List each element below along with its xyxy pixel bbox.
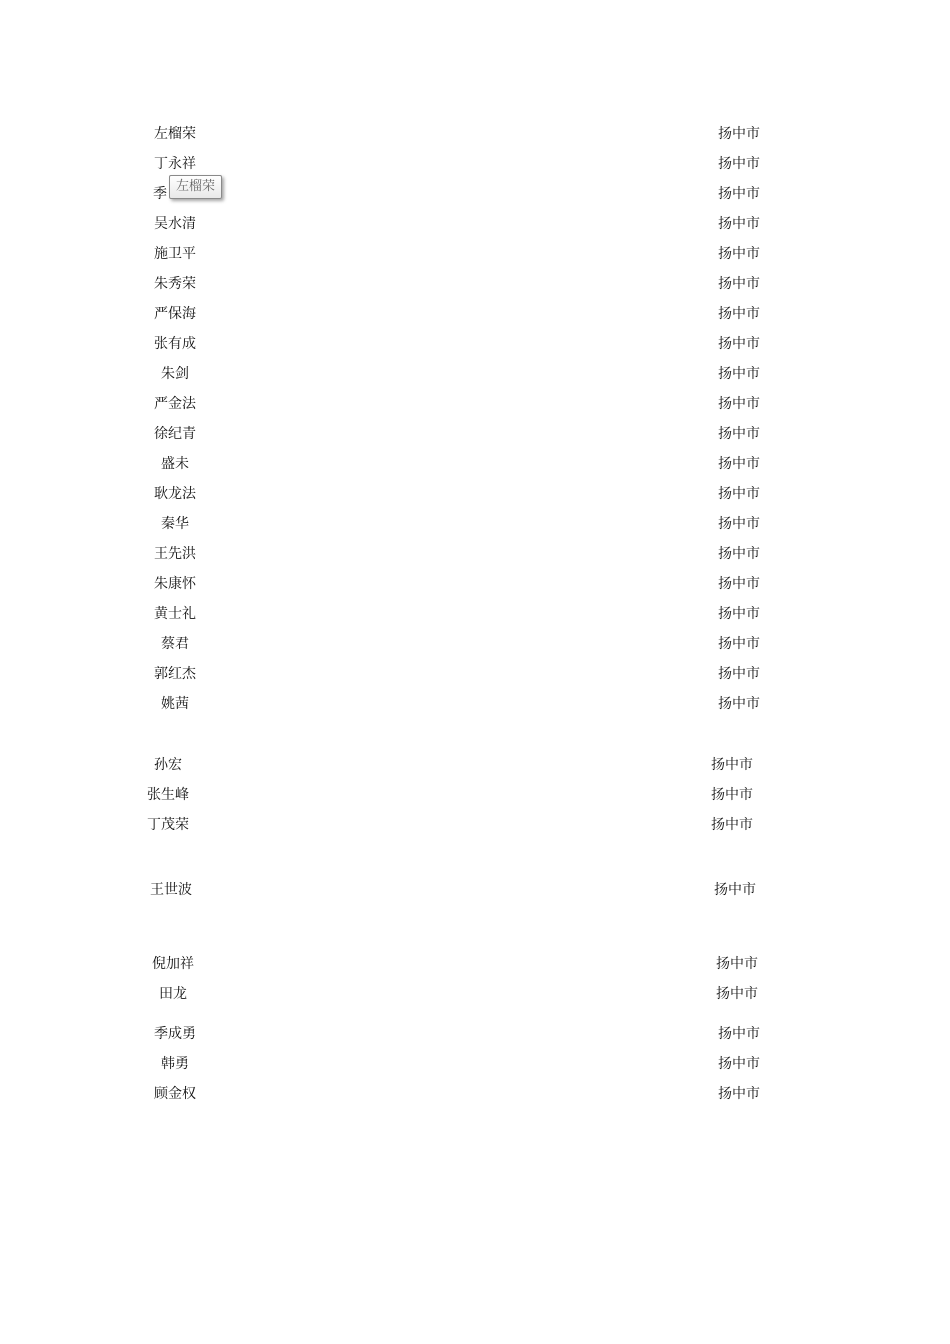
- name-cell: 顾金权: [154, 1086, 196, 1102]
- city-cell: 扬中市: [718, 186, 760, 202]
- table-row: [0, 693, 950, 715]
- table-row: [0, 603, 950, 625]
- name-cell: 季: [153, 186, 167, 202]
- table-row: [0, 1083, 950, 1105]
- city-cell: 扬中市: [718, 636, 760, 652]
- table-row: [0, 953, 950, 975]
- name-cell: 施卫平: [154, 246, 196, 262]
- city-cell: 扬中市: [718, 426, 760, 442]
- city-cell: 扬中市: [716, 986, 758, 1002]
- name-cell: 倪加祥: [152, 956, 194, 972]
- name-cell: 徐纪青: [154, 426, 196, 442]
- table-row: [0, 123, 950, 145]
- city-cell: 扬中市: [716, 956, 758, 972]
- city-cell: 扬中市: [718, 1056, 760, 1072]
- table-row: [0, 543, 950, 565]
- name-cell: 耿龙法: [154, 486, 196, 502]
- city-cell: 扬中市: [718, 606, 760, 622]
- city-cell: 扬中市: [711, 757, 753, 773]
- name-cell: 左榴荣: [154, 126, 196, 142]
- table-row: [0, 784, 950, 806]
- city-cell: 扬中市: [718, 486, 760, 502]
- name-cell: 张生峰: [147, 787, 189, 803]
- city-cell: 扬中市: [711, 817, 753, 833]
- name-cell: 朱剑: [161, 366, 189, 382]
- name-cell: 严金法: [154, 396, 196, 412]
- city-cell: 扬中市: [718, 666, 760, 682]
- name-cell: 王世波: [150, 882, 192, 898]
- table-row: [0, 754, 950, 776]
- hover-tooltip: 左榴荣: [169, 175, 222, 199]
- table-row: [0, 663, 950, 685]
- table-row: [0, 1053, 950, 1075]
- city-cell: 扬中市: [718, 1086, 760, 1102]
- city-cell: 扬中市: [718, 276, 760, 292]
- table-row: [0, 213, 950, 235]
- table-row: [0, 879, 950, 901]
- city-cell: 扬中市: [718, 1026, 760, 1042]
- name-cell: 严保海: [154, 306, 196, 322]
- name-cell: 吴水清: [154, 216, 196, 232]
- name-cell: 丁永祥: [154, 156, 196, 172]
- city-cell: 扬中市: [718, 546, 760, 562]
- name-cell: 朱康怀: [154, 576, 196, 592]
- city-cell: 扬中市: [718, 306, 760, 322]
- city-cell: 扬中市: [718, 366, 760, 382]
- city-cell: 扬中市: [718, 696, 760, 712]
- name-cell: 姚茜: [161, 696, 189, 712]
- city-cell: 扬中市: [718, 516, 760, 532]
- city-cell: 扬中市: [718, 246, 760, 262]
- table-row: [0, 814, 950, 836]
- table-row: [0, 153, 950, 175]
- table-row: [0, 573, 950, 595]
- table-row: [0, 423, 950, 445]
- table-row: [0, 333, 950, 355]
- name-cell: 孙宏: [154, 757, 182, 773]
- table-row: [0, 183, 950, 205]
- table-row: [0, 273, 950, 295]
- city-cell: 扬中市: [718, 576, 760, 592]
- city-cell: 扬中市: [718, 126, 760, 142]
- name-cell: 丁茂荣: [147, 817, 189, 833]
- name-cell: 郭红杰: [154, 666, 196, 682]
- city-cell: 扬中市: [718, 396, 760, 412]
- table-row: [0, 1023, 950, 1045]
- city-cell: 扬中市: [718, 336, 760, 352]
- name-cell: 张有成: [154, 336, 196, 352]
- name-cell: 王先洪: [154, 546, 196, 562]
- name-cell: 黄士礼: [154, 606, 196, 622]
- name-cell: 秦华: [161, 516, 189, 532]
- table-row: [0, 513, 950, 535]
- name-cell: 盛未: [161, 456, 189, 472]
- table-row: [0, 453, 950, 475]
- city-cell: 扬中市: [718, 216, 760, 232]
- table-row: [0, 983, 950, 1005]
- name-cell: 季成勇: [154, 1026, 196, 1042]
- table-row: [0, 243, 950, 265]
- name-cell: 蔡君: [161, 636, 189, 652]
- table-row: [0, 483, 950, 505]
- city-cell: 扬中市: [718, 456, 760, 472]
- name-cell: 朱秀荣: [154, 276, 196, 292]
- city-cell: 扬中市: [711, 787, 753, 803]
- table-row: [0, 633, 950, 655]
- city-cell: 扬中市: [718, 156, 760, 172]
- table-row: [0, 393, 950, 415]
- name-cell: 田龙: [159, 986, 187, 1002]
- name-cell: 韩勇: [161, 1056, 189, 1072]
- table-row: [0, 363, 950, 385]
- city-cell: 扬中市: [714, 882, 756, 898]
- table-row: [0, 303, 950, 325]
